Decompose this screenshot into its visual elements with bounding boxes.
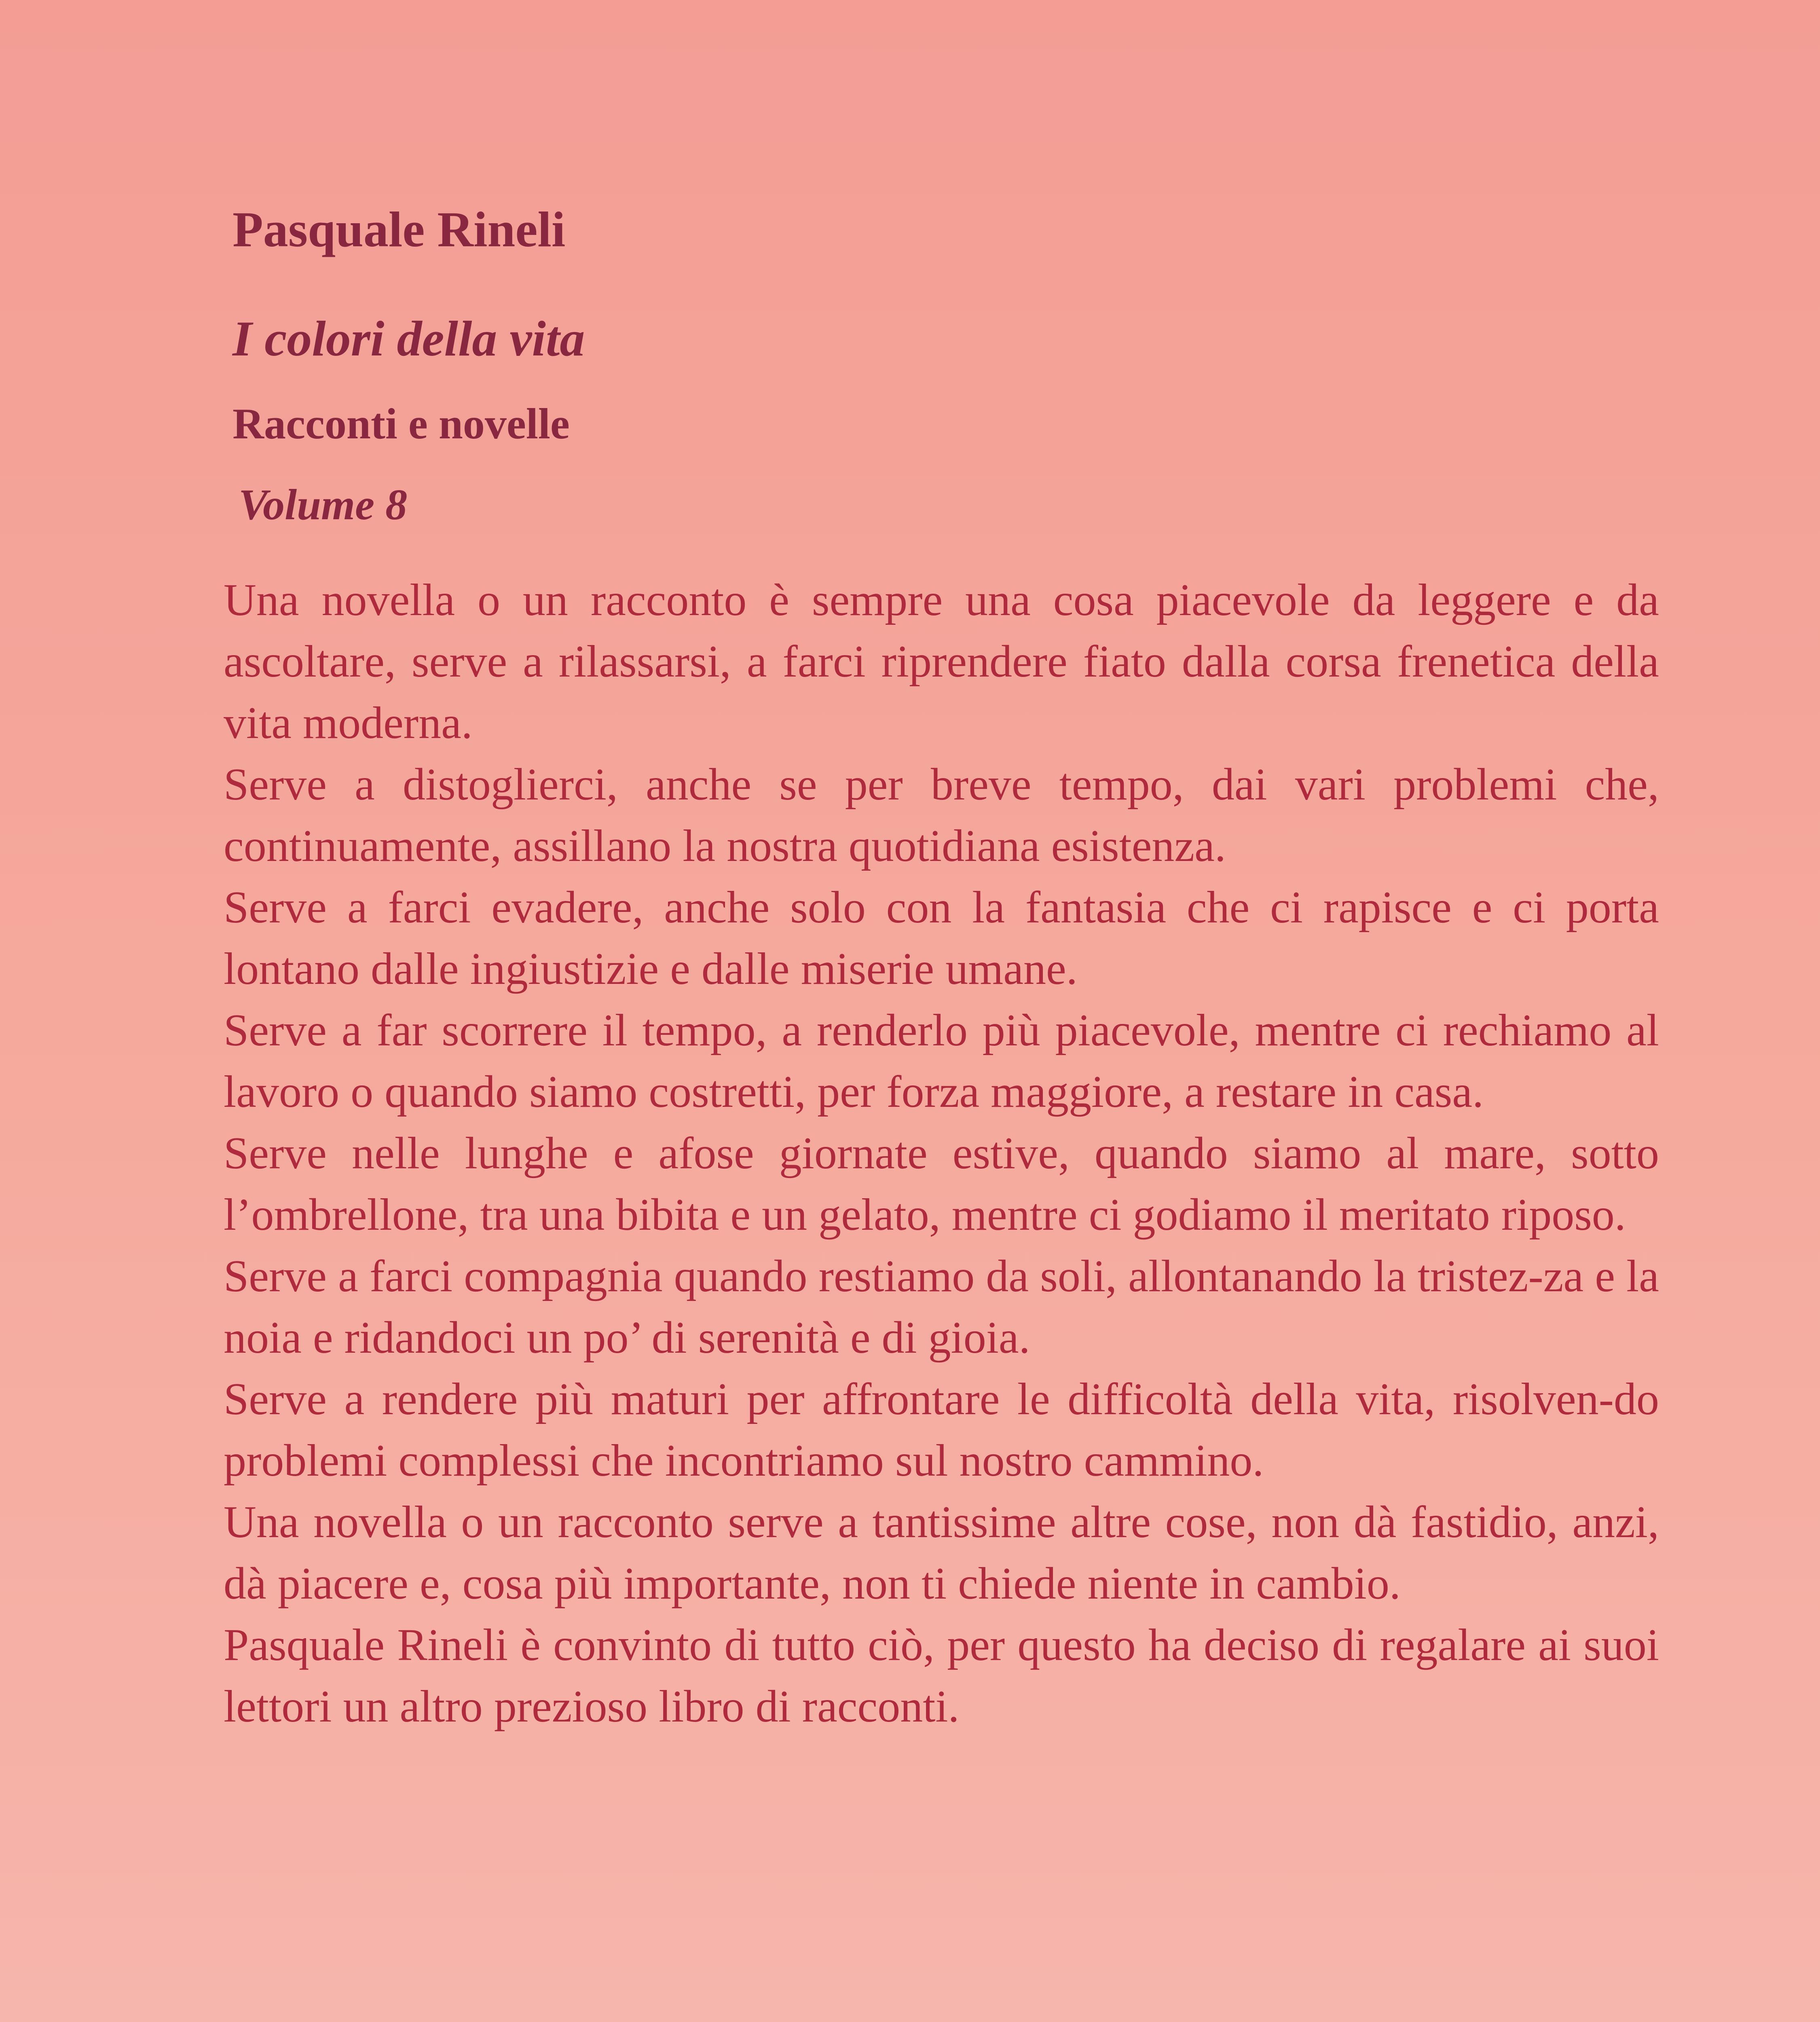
blurb-paragraph: Serve nelle lunghe e afose giornate estive, quando siamo al mare, sotto l’ombrellone, tra una bibita e un gelato, mentre ci godiamo il meritato riposo. <box>224 1128 1659 1240</box>
book-subtitle: Racconti e novelle <box>233 400 570 448</box>
blurb-paragraph: Pasquale Rineli è convinto di tutto ciò, per questo ha deciso di regalare ai suoi lettori un altro prezioso libro di racconti. <box>224 1620 1659 1732</box>
blurb-paragraph: Serve a farci compagnia quando restiamo da soli, allontanando la tristez-za e la noia e ridandoci un po’ di serenità e di gioia. <box>224 1251 1659 1363</box>
blurb-paragraph: Una novella o un racconto è sempre una cosa piacevole da leggere e da ascoltare, serve a rilassarsi, a farci riprendere fiato dalla corsa frenetica della vita moderna. <box>224 575 1659 748</box>
blurb-paragraph: Serve a rendere più maturi per affrontare le difficoltà della vita, risolven-do problemi complessi che incontriamo sul nostro cammino. <box>224 1374 1659 1486</box>
blurb-paragraph: Serve a farci evadere, anche solo con la fantasia che ci rapisce e ci porta lontano dalle ingiustizie e dalle miserie umane. <box>224 882 1659 994</box>
book-title: I colori della vita <box>233 311 585 366</box>
blurb-text <box>224 569 1659 1737</box>
blurb-paragraph: Una novella o un racconto serve a tantissime altre cose, non dà fastidio, anzi, dà piacere e, cosa più importante, non ti chiede niente in cambio. <box>224 1497 1659 1609</box>
blurb-paragraph: Serve a far scorrere il tempo, a renderlo più piacevole, mentre ci rechiamo al lavoro o quando siamo costretti, per forza maggiore, a restare in casa. <box>224 1005 1659 1117</box>
author-name: Pasquale Rineli <box>233 202 566 257</box>
blurb-paragraph: Serve a distoglierci, anche se per breve tempo, dai vari problemi che, continuamente, assillano la nostra quotidiana esistenza. <box>224 759 1659 871</box>
volume-label: Volume 8 <box>239 481 408 529</box>
